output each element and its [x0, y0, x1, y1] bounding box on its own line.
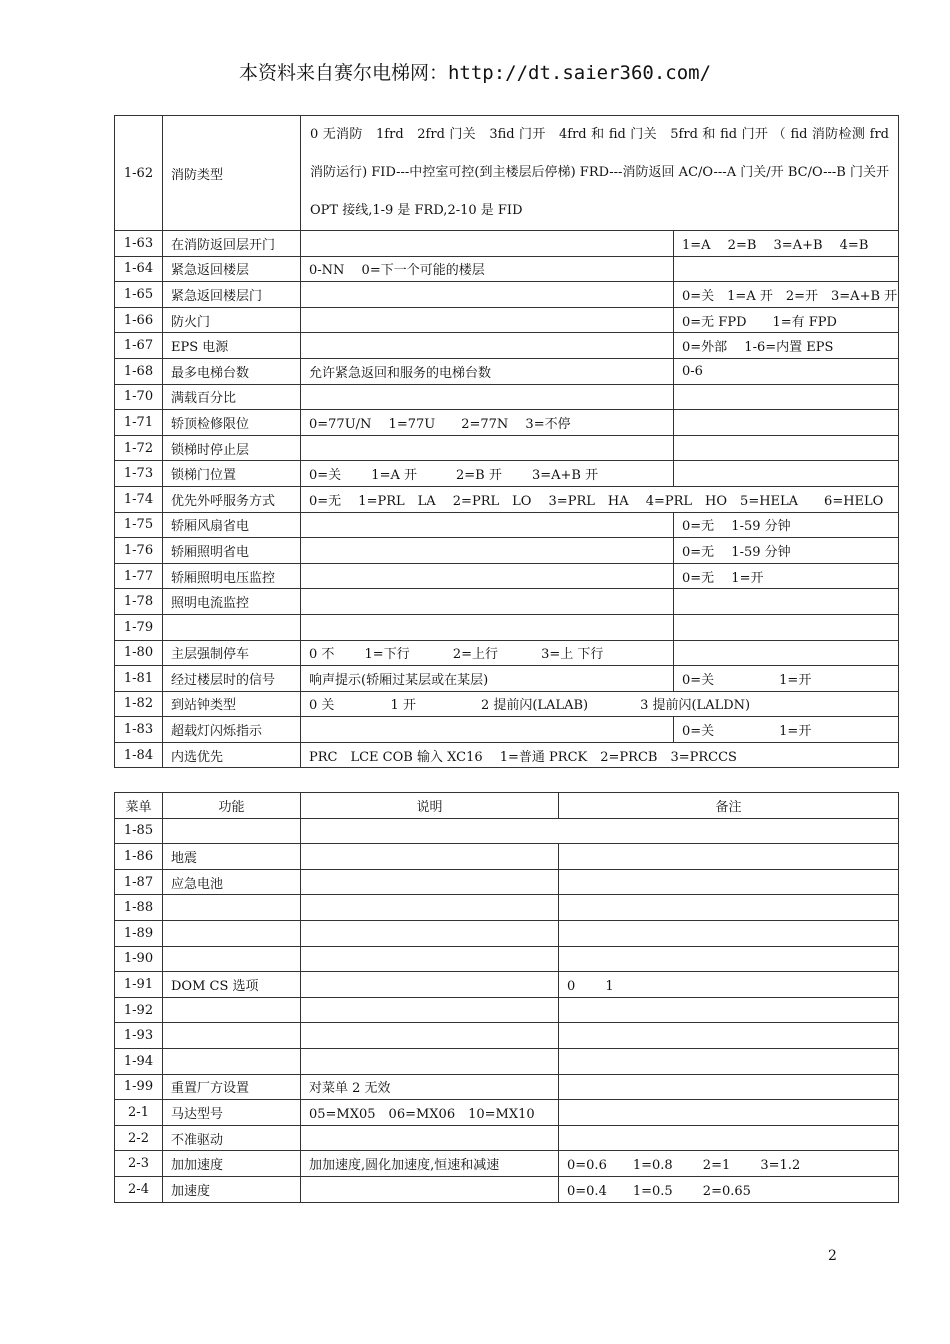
table-row — [115, 1176, 899, 1202]
menu-code: 2-1 — [115, 1100, 163, 1126]
function-name: 照明电流监控 — [163, 589, 301, 615]
description — [301, 435, 674, 461]
description: 允许紧急返回和服务的电梯台数 — [301, 358, 674, 384]
table-row — [115, 410, 899, 436]
note: 0 1 — [559, 972, 899, 998]
description: 响声提示(轿厢过某层或在某层) — [301, 666, 674, 692]
function-name: 防火门 — [163, 307, 301, 333]
menu-code: 1-90 — [115, 946, 163, 972]
note — [559, 895, 899, 921]
function-name — [163, 818, 301, 844]
note — [674, 461, 899, 487]
menu-code: 1-62 — [115, 116, 163, 231]
function-name: 轿厢照明省电 — [163, 538, 301, 564]
table-row — [115, 1074, 899, 1100]
menu-code: 1-78 — [115, 589, 163, 615]
note — [559, 920, 899, 946]
table-row — [115, 1048, 899, 1074]
function-name: EPS 电源 — [163, 333, 301, 359]
table-row — [115, 435, 899, 461]
function-name — [163, 1048, 301, 1074]
table-row — [115, 691, 899, 717]
description — [301, 920, 559, 946]
menu-code: 1-77 — [115, 563, 163, 589]
function-name: DOM CS 选项 — [163, 972, 301, 998]
menu-code: 1-89 — [115, 920, 163, 946]
table-row — [115, 282, 899, 308]
menu-code: 1-75 — [115, 512, 163, 538]
note: 0=关 1=A 开 2=开 3=A+B 开 — [674, 282, 899, 308]
table-row — [115, 742, 899, 768]
menu-code: 1-84 — [115, 742, 163, 768]
menu-code: 1-92 — [115, 997, 163, 1023]
function-name — [163, 614, 301, 640]
note — [674, 410, 899, 436]
table-row — [115, 538, 899, 564]
function-name: 锁梯门位置 — [163, 461, 301, 487]
function-name — [163, 946, 301, 972]
description — [301, 1023, 559, 1049]
menu-code: 1-71 — [115, 410, 163, 436]
table-row — [115, 1125, 899, 1151]
description: 加加速度,圆化加速度,恒速和减速 — [301, 1151, 559, 1177]
description — [301, 563, 674, 589]
description: 0 关 1 开 2 提前闪(LALAB) 3 提前闪(LALDN) — [301, 691, 899, 717]
menu-code: 1-87 — [115, 869, 163, 895]
function-name: 轿厢照明电压监控 — [163, 563, 301, 589]
table-row — [115, 972, 899, 998]
menu-code: 1-82 — [115, 691, 163, 717]
menu-code: 1-68 — [115, 358, 163, 384]
function-name — [163, 997, 301, 1023]
description: 0=无 1=PRL LA 2=PRL LO 3=PRL HA 4=PRL HO 5=HELA 6=HELO — [301, 486, 899, 512]
column-header: 备注 — [559, 793, 899, 819]
menu-code: 1-79 — [115, 614, 163, 640]
note — [559, 1074, 899, 1100]
page-number: 2 — [828, 1248, 837, 1264]
description — [301, 1176, 559, 1202]
description: 0=关 1=A 开 2=B 开 3=A+B 开 — [301, 461, 674, 487]
description — [301, 333, 674, 359]
note — [674, 589, 899, 615]
menu-code: 1-88 — [115, 895, 163, 921]
menu-code: 1-86 — [115, 844, 163, 870]
description: 对菜单 2 无效 — [301, 1074, 559, 1100]
menu-code: 1-65 — [115, 282, 163, 308]
table-row — [115, 946, 899, 972]
description: 0 无消防 1frd 2frd 门关 3fid 门开 4frd 和 fid 门关 5frd 和 fid 门开 （ fid 消防检测 frd 消防运行) FID---中控室可控(到主楼层后停梯) FRD---消防返回 AC/O---A 门关/开 BC/O---B 门关开 OPT 接线,1-9 是 FRD,2-10 是 FID — [301, 116, 899, 231]
table-row — [115, 869, 899, 895]
table-row — [115, 116, 899, 231]
description — [301, 512, 674, 538]
table-row — [115, 1100, 899, 1126]
table-row — [115, 997, 899, 1023]
description — [301, 282, 674, 308]
function-name: 地震 — [163, 844, 301, 870]
menu-code: 1-70 — [115, 384, 163, 410]
menu-code: 2-2 — [115, 1125, 163, 1151]
function-name: 最多电梯台数 — [163, 358, 301, 384]
menu-code: 1-80 — [115, 640, 163, 666]
menu-code: 1-63 — [115, 231, 163, 257]
note — [559, 1125, 899, 1151]
menu-code: 1-76 — [115, 538, 163, 564]
note — [674, 614, 899, 640]
description: PRC LCE COB 输入 XC16 1=普通 PRCK 2=PRCB 3=PRCCS — [301, 742, 899, 768]
description — [301, 538, 674, 564]
note: 0=无 1-59 分钟 — [674, 538, 899, 564]
menu-code: 1-72 — [115, 435, 163, 461]
function-name: 紧急返回楼层 — [163, 256, 301, 282]
column-header: 功能 — [163, 793, 301, 819]
note — [674, 435, 899, 461]
menu-code: 1-66 — [115, 307, 163, 333]
description — [301, 1048, 559, 1074]
note — [559, 946, 899, 972]
function-name: 重置厂方设置 — [163, 1074, 301, 1100]
function-name: 轿顶检修限位 — [163, 410, 301, 436]
description — [301, 589, 674, 615]
function-name: 轿厢风扇省电 — [163, 512, 301, 538]
menu-code: 1-74 — [115, 486, 163, 512]
note: 0-6 — [674, 358, 899, 384]
menu-code: 1-81 — [115, 666, 163, 692]
table-row — [115, 333, 899, 359]
menu-code: 1-91 — [115, 972, 163, 998]
description — [301, 997, 559, 1023]
function-name: 加加速度 — [163, 1151, 301, 1177]
function-name — [163, 920, 301, 946]
function-name — [163, 1023, 301, 1049]
table-header-row — [115, 793, 899, 819]
description — [301, 972, 559, 998]
function-name: 超载灯闪烁指示 — [163, 717, 301, 743]
function-name: 应急电池 — [163, 869, 301, 895]
note — [559, 869, 899, 895]
description — [301, 384, 674, 410]
description — [301, 818, 899, 844]
column-header: 菜单 — [115, 793, 163, 819]
menu-code: 1-99 — [115, 1074, 163, 1100]
function-name: 加速度 — [163, 1176, 301, 1202]
table-row — [115, 231, 899, 257]
description — [301, 844, 559, 870]
table-row — [115, 384, 899, 410]
parameter-table-2 — [114, 792, 899, 1203]
function-name: 到站钟类型 — [163, 691, 301, 717]
table-row — [115, 1023, 899, 1049]
column-header: 说明 — [301, 793, 559, 819]
note — [674, 384, 899, 410]
menu-code: 1-73 — [115, 461, 163, 487]
note: 0=无 1-59 分钟 — [674, 512, 899, 538]
function-name: 经过楼层时的信号 — [163, 666, 301, 692]
function-name: 内选优先 — [163, 742, 301, 768]
table-row — [115, 844, 899, 870]
function-name: 在消防返回层开门 — [163, 231, 301, 257]
menu-code: 1-94 — [115, 1048, 163, 1074]
description — [301, 231, 674, 257]
description: 05=MX05 06=MX06 10=MX10 — [301, 1100, 559, 1126]
note — [674, 256, 899, 282]
note: 0=关 1=开 — [674, 717, 899, 743]
description: 0 不 1=下行 2=上行 3=上 下行 — [301, 640, 674, 666]
table-row — [115, 486, 899, 512]
note — [559, 844, 899, 870]
table-row — [115, 717, 899, 743]
note — [559, 1023, 899, 1049]
table-row — [115, 256, 899, 282]
note: 0=0.6 1=0.8 2=1 3=1.2 — [559, 1151, 899, 1177]
function-name: 锁梯时停止层 — [163, 435, 301, 461]
note: 1=A 2=B 3=A+B 4=B — [674, 231, 899, 257]
note: 0=关 1=开 — [674, 666, 899, 692]
note: 0=无 1=开 — [674, 563, 899, 589]
function-name: 满载百分比 — [163, 384, 301, 410]
function-name: 紧急返回楼层门 — [163, 282, 301, 308]
menu-code: 1-85 — [115, 818, 163, 844]
table-row — [115, 589, 899, 615]
description — [301, 614, 674, 640]
table-row — [115, 358, 899, 384]
function-name — [163, 895, 301, 921]
note — [674, 640, 899, 666]
function-name: 不准驱动 — [163, 1125, 301, 1151]
note: 0=外部 1-6=内置 EPS — [674, 333, 899, 359]
table-row — [115, 666, 899, 692]
function-name: 消防类型 — [163, 116, 301, 231]
description — [301, 895, 559, 921]
table-row — [115, 307, 899, 333]
table-row — [115, 512, 899, 538]
note: 0=无 FPD 1=有 FPD — [674, 307, 899, 333]
menu-code: 2-3 — [115, 1151, 163, 1177]
note — [559, 997, 899, 1023]
table-row — [115, 818, 899, 844]
table-row — [115, 614, 899, 640]
description: 0-NN 0=下一个可能的楼层 — [301, 256, 674, 282]
function-name: 优先外呼服务方式 — [163, 486, 301, 512]
parameter-table-1 — [114, 115, 899, 768]
menu-code: 1-67 — [115, 333, 163, 359]
note: 0=0.4 1=0.5 2=0.65 — [559, 1176, 899, 1202]
menu-code: 1-64 — [115, 256, 163, 282]
table-row — [115, 1151, 899, 1177]
menu-code: 2-4 — [115, 1176, 163, 1202]
description — [301, 717, 674, 743]
function-name: 主层强制停车 — [163, 640, 301, 666]
description: 0=77U/N 1=77U 2=77N 3=不停 — [301, 410, 674, 436]
description — [301, 1125, 559, 1151]
page-header: 本资料来自赛尔电梯网：http://dt.saier360.com/ — [238, 62, 712, 84]
function-name: 马达型号 — [163, 1100, 301, 1126]
description — [301, 869, 559, 895]
menu-code: 1-83 — [115, 717, 163, 743]
menu-code: 1-93 — [115, 1023, 163, 1049]
table-row — [115, 563, 899, 589]
description — [301, 946, 559, 972]
table-row — [115, 640, 899, 666]
description — [301, 307, 674, 333]
table-row — [115, 895, 899, 921]
note — [559, 1100, 899, 1126]
table-row — [115, 461, 899, 487]
note — [559, 1048, 899, 1074]
table-row — [115, 920, 899, 946]
